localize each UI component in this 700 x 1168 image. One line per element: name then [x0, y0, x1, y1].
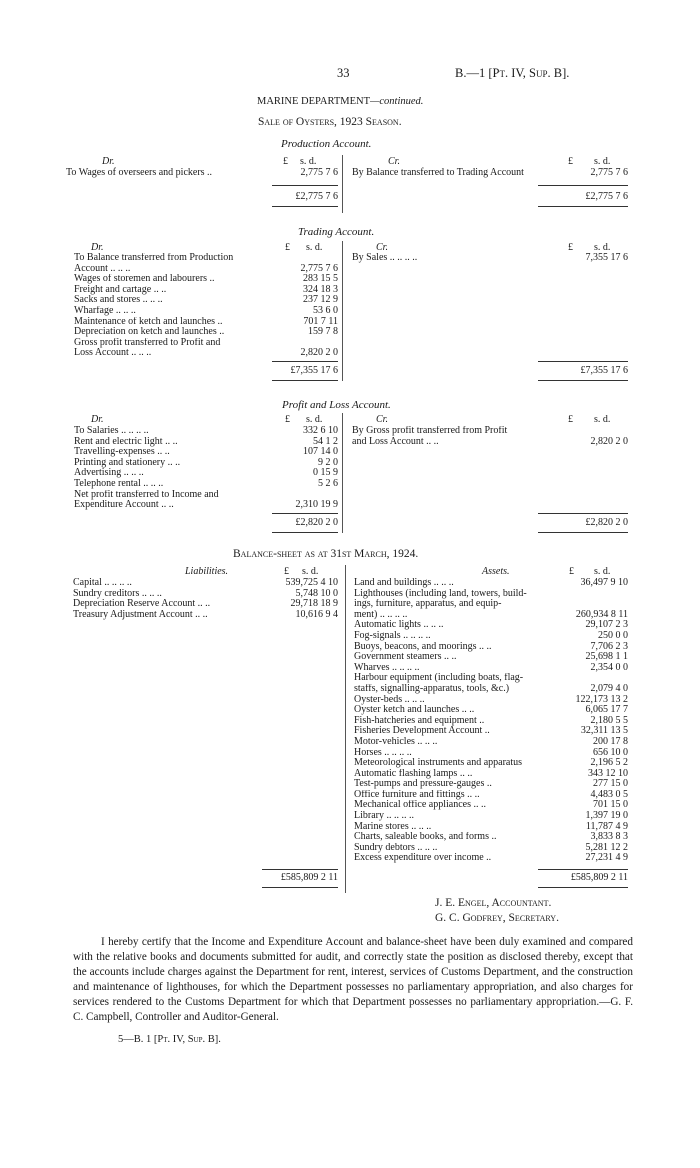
- profit-loss-sd-right: s. d.: [594, 414, 611, 425]
- section-title: Sale of Oysters, 1923 Season.: [258, 116, 402, 128]
- profit-loss-cr: Cr.: [376, 414, 388, 425]
- trading-cr: Cr.: [376, 242, 388, 253]
- profit-loss-right-amounts: 2,820 2 0: [590, 436, 628, 447]
- production-right-row: By Balance transferred to Trading Account: [352, 167, 524, 178]
- bs-sd-right: s. d.: [594, 566, 611, 577]
- trading-dr: Dr.: [91, 242, 104, 253]
- profit-loss-dr: Dr.: [91, 414, 104, 425]
- assets-amounts: 36,497 9 10 260,934 8 11 29,107 2 3 250 0 0 7,706 2 3 25,698 1 1 2,354 0 0 2,079 4 0 122,173 13 2 6,065 17 7 2,180 5 5 32,311 13 5 200 17 8 656 10 0 2,196 5 2 343 12 10 277 15 0 4,483 0 5 701 15 0 1,397 19 0 11,787 4 9 3,833 8 3 5,281 12 2 27,231 4 9: [575, 578, 628, 864]
- bs-pounds-right: £: [569, 566, 574, 577]
- profit-loss-title: Profit and Loss Account.: [282, 399, 391, 411]
- production-sd-right: s. d.: [594, 156, 611, 167]
- trading-account-title: Trading Account.: [298, 226, 375, 238]
- profit-loss-pounds-right: £: [568, 414, 573, 425]
- production-pounds-right: £: [568, 156, 573, 167]
- production-dr: Dr.: [102, 156, 115, 167]
- page-reference: B.—1 [Pt. IV, Sup. B].: [455, 66, 570, 80]
- liabilities-amounts: 539,725 4 10 5,748 10 0 29,718 18 9 10,616 9 4: [285, 578, 338, 620]
- department-title: MARINE DEPARTMENT—continued.: [257, 96, 424, 107]
- trading-pounds-right: £: [568, 242, 573, 253]
- bs-sd-left: s. d.: [302, 566, 319, 577]
- production-sd-left: s. d.: [300, 156, 317, 167]
- trading-right-total: £7,355 17 6: [580, 365, 628, 376]
- page-number: 33: [337, 66, 350, 80]
- bs-pounds-left: £: [284, 566, 289, 577]
- profit-loss-pounds-left: £: [285, 414, 290, 425]
- profit-loss-left-total: £2,820 2 0: [295, 517, 338, 528]
- production-cr: Cr.: [388, 156, 400, 167]
- profit-loss-right-total: £2,820 2 0: [585, 517, 628, 528]
- production-pounds-left: £: [283, 156, 288, 167]
- liabilities-total: £585,809 2 11: [280, 872, 338, 883]
- assets-total: £585,809 2 11: [570, 872, 628, 883]
- trading-left-amounts: 2,775 7 6 283 15 5 324 18 3 237 12 9 53 6 0 701 7 11 159 7 8 2,820 2 0: [300, 263, 338, 359]
- trading-right-row: By Sales .. .. .. ..: [352, 252, 418, 263]
- assets-labels: Land and buildings .. .. .. Lighthouses (including land, towers, build- ings, furniture, apparatus, and equip- ment) .. .. .. .. Automatic lights .. .. .. Fog-signals .. .. .. .. Buoys, beacons, and moorings .. .. Government steamers .. .. Wharves .. .. .. .. Harbour equipment (including boats, flag- staffs, signalling-apparatus, tools, &c.) Oyster-beds .. .. .. Oyster ketch and launches .. .. Fish-hatcheries and equipment .. Fisheries Development Account .. Motor-vehicles .. .. .. Horses .. .. .. .. Meteorological instruments and apparatus Automatic flashing lamps .. .. Test-pumps and pressure-gauges .. Office furniture and fittings .. .. Mechanical office appliances .. .. Library .. .. .. .. Marine stores .. .. .. Charts, saleable books, and forms .. Sundry debtors .. .. .. Excess expenditure over income ..: [354, 578, 527, 864]
- footer-reference: 5—B. 1 [Pt. IV, Sup. B].: [118, 1034, 221, 1045]
- production-left-total: £2,775 7 6: [295, 191, 338, 202]
- liabilities-heading: Liabilities.: [185, 566, 229, 577]
- trading-pounds-left: £: [285, 242, 290, 253]
- audit-certificate: I hereby certify that the Income and Expenditure Account and balance-sheet have been duly examined and compared with the relative books and documents submitted for audit, and correctly state the position as disclosed thereby, except that the accounts include charges against the Department for rent, interest, services of Customs Department, and the construction and maintenance of lighthouses, for which the Department possesses no parliamentary appropriation, and also charges for services rendered to the Customs Department for which that Department possesses no parliamentary appropriation.—G. F. C. Campbell, Controller and Auditor-General.: [73, 936, 633, 1023]
- signature-accountant: J. E. Engel, Accountant.: [435, 897, 552, 909]
- trading-sd-right: s. d.: [594, 242, 611, 253]
- assets-heading: Assets.: [482, 566, 510, 577]
- trading-left-labels: To Balance transferred from Production Account .. .. .. Wages of storemen and labourers .. Freight and cartage .. .. Sacks and stores .. .. .. Wharfage .. .. .. Maintenance of ketch and launches .. Depreciation on ketch and launches .. Gross profit transferred to Profit and Loss Account .. .. ..: [74, 253, 234, 359]
- production-right-total: £2,775 7 6: [585, 191, 628, 202]
- trading-sd-left: s. d.: [306, 242, 323, 253]
- production-right-amount: 2,775 7 6: [590, 167, 628, 178]
- profit-loss-left-amounts: 332 6 10 54 1 2 107 14 0 9 2 0 0 15 9 5 2 6 2,310 19 9: [295, 426, 338, 511]
- production-account-title: Production Account.: [281, 138, 372, 150]
- liabilities-labels: Capital .. .. .. .. Sundry creditors .. .. .. Depreciation Reserve Account .. .. Treasury Adjustment Account .. ..: [73, 578, 211, 620]
- profit-loss-sd-left: s. d.: [306, 414, 323, 425]
- trading-right-amount: 7,355 17 6: [585, 252, 628, 263]
- profit-loss-right-labels: By Gross profit transferred from Profit and Loss Account .. ..: [352, 426, 508, 447]
- production-left-amount: 2,775 7 6: [300, 167, 338, 178]
- trading-left-total: £7,355 17 6: [290, 365, 338, 376]
- profit-loss-left-labels: To Salaries .. .. .. .. Rent and electric light .. .. Travelling-expenses .. .. Printing and stationery .. .. Advertising .. .. .. Telephone rental .. .. .. Net profit transferred to Income and Expenditure Account .. ..: [74, 426, 219, 511]
- production-left-row: To Wages of overseers and pickers ..: [66, 167, 213, 178]
- balance-sheet-title: Balance-sheet as at 31st March, 1924.: [233, 548, 419, 560]
- signature-secretary: G. C. Godfrey, Secretary.: [435, 912, 559, 924]
